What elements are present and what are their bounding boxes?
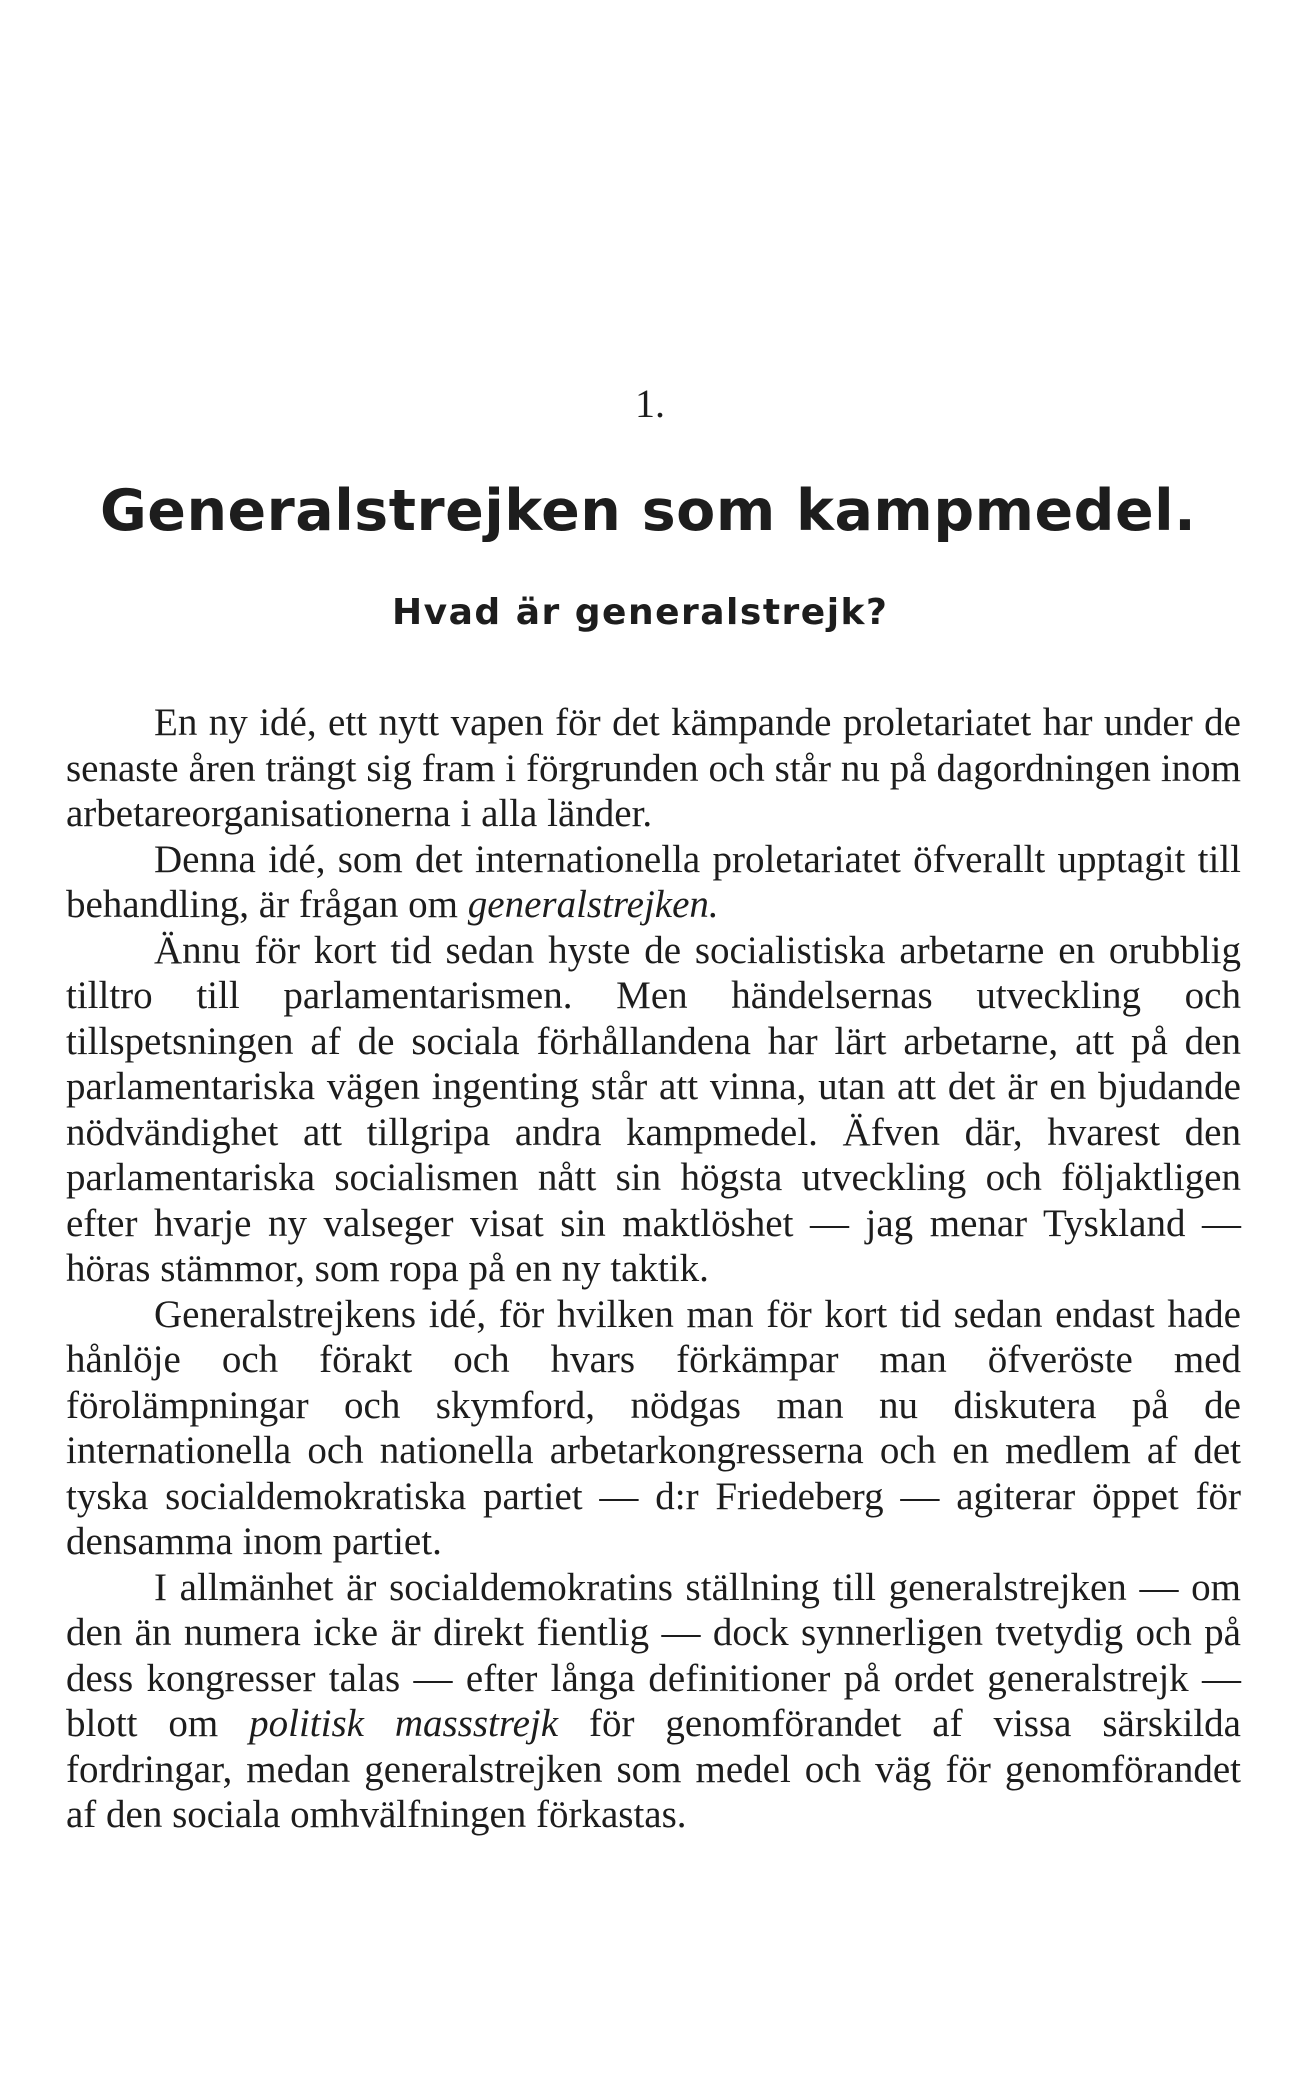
paragraph xyxy=(66,700,1241,837)
paragraph-text: En ny idé, ett nytt vapen för det kämpande proletariatet har under de senaste åren trängt sig fram i förgrunden och står nu på dagordningen inom arbetareorganisationerna i alla länder. xyxy=(66,701,1241,835)
chapter-title: Generalstrejken som kampmedel. xyxy=(100,478,1197,544)
paragraph xyxy=(66,1292,1241,1565)
paragraph xyxy=(66,928,1241,1292)
paragraph-text: för genomförandet af vissa särskilda fordringar, medan generalstrejken som medel och väg för genomförandet af den sociala omhvälfningen förkastas. xyxy=(66,1702,1241,1836)
section-title: Hvad är generalstrejk? xyxy=(392,592,889,633)
paragraph-text: Denna idé, som det internationella proletariatet öfverallt upptagit till behandling, är frågan om xyxy=(66,837,1241,926)
emphasis-text: generalstrejken. xyxy=(467,883,719,926)
body-text xyxy=(66,700,1241,1838)
paragraph xyxy=(66,1565,1241,1838)
paragraph-text: I allmänhet är socialdemokratins ställning till generalstrejken — om den än numera icke är direkt fientlig — dock synnerligen tvetydig och på dess kongresser talas — efter långa definitioner på ordet generalstrejk — blott om xyxy=(66,1565,1241,1745)
paragraph xyxy=(66,837,1241,928)
paragraph-text: Ännu för kort tid sedan hyste de socialistiska arbetarne en orubblig tilltro till parlamentarismen. Men händelsernas utveckling och tillspetsningen af de sociala förhållandena har lärt arbetarne, att på den parlamentariska vägen ingenting står att vinna, utan att det är en bjudande nödvändighet att tillgripa andra kampmedel. Äfven där, hvarest den parlamentariska socialismen nått sin högsta utveckling och följaktligen efter hvarje ny valseger visat sin maktlöshet — jag menar Tyskland — höras stämmor, som ropa på en ny taktik. xyxy=(66,928,1241,1290)
paragraph-text: Generalstrejkens idé, för hvilken man för kort tid sedan endast hade hånlöje och förakt och hvars förkämpar man öfveröste med förolämpningar och skymford, nödgas man nu diskutera på de internationella och nationella arbetarkongresserna och en medlem af det tyska socialdemokratiska partiet — d:r Friedeberg — agiterar öppet för densamma inom partiet. xyxy=(66,1292,1241,1563)
chapter-number: 1. xyxy=(635,381,665,426)
emphasis-text: politisk massstrejk xyxy=(249,1702,559,1745)
